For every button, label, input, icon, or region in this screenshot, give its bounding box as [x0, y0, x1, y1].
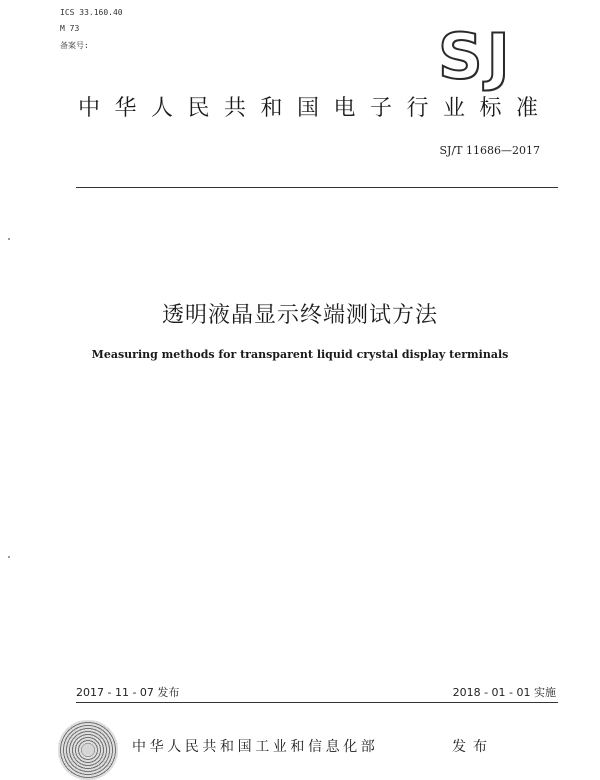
- scan-speck: [8, 556, 10, 558]
- organization-title: 中华人民共和国电子行业标准: [78, 96, 553, 121]
- bottom-divider: [76, 702, 558, 703]
- top-divider: [76, 187, 558, 188]
- sj-logo: SJ: [438, 20, 514, 93]
- document-title-cn: 透明液晶显示终端测试方法: [161, 303, 438, 328]
- ccs-code: M 73: [60, 24, 80, 33]
- record-number: 备案号:: [60, 41, 89, 50]
- scan-speck: [8, 238, 10, 240]
- issuer-action: 发布: [452, 739, 494, 755]
- ministry-seal-icon: [58, 720, 118, 780]
- document-title-en: Measuring methods for transparent liquid crystal display terminals: [91, 348, 509, 361]
- publish-date: 2017 - 11 - 07 发布: [76, 686, 180, 699]
- standard-number: SJ/T 11686—2017: [439, 144, 540, 157]
- ics-code: ICS 33.160.40: [60, 8, 123, 17]
- implement-date: 2018 - 01 - 01 实施: [452, 686, 556, 699]
- issuer-name: 中华人民共和国工业和信息化部: [132, 739, 379, 755]
